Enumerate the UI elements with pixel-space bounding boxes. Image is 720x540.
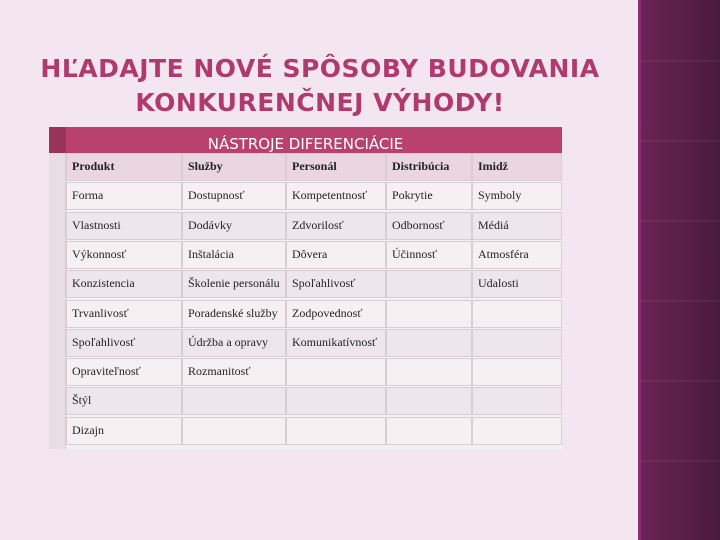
- table-cell: Štýl: [66, 387, 182, 415]
- slide-title-line-2: KONKURENČNEJ VÝHODY!: [135, 88, 505, 117]
- table-cell: Komunikatívnosť: [286, 329, 386, 357]
- table-cell: Poradenské služby: [182, 300, 286, 328]
- table-column-header: Služby: [182, 153, 286, 181]
- table-cell: [472, 417, 562, 445]
- table-cell: Účinnosť: [386, 241, 472, 269]
- table-cell: Médiá: [472, 212, 562, 240]
- table-cell: Dôvera: [286, 241, 386, 269]
- table-cell: [286, 387, 386, 415]
- table-left-bar: [49, 153, 66, 449]
- table-cell: Zdvorilosť: [286, 212, 386, 240]
- table-cell: Dostupnosť: [182, 182, 286, 210]
- table-cell: [472, 387, 562, 415]
- table-row: [49, 212, 562, 241]
- table-column-header: Produkt: [66, 153, 182, 181]
- table-row: [49, 358, 562, 387]
- table-column-header: Distribúcia: [386, 153, 472, 181]
- table-cell: [472, 358, 562, 386]
- table-cell: Atmosféra: [472, 241, 562, 269]
- table-column-header-row: [49, 153, 562, 182]
- table-cell: Vlastnosti: [66, 212, 182, 240]
- table-cell: Inštalácia: [182, 241, 286, 269]
- table-row: [49, 241, 562, 270]
- table-cell: Kompetentnosť: [286, 182, 386, 210]
- table-row: [49, 417, 562, 446]
- table-cell: [472, 329, 562, 357]
- table-cell: Forma: [66, 182, 182, 210]
- table-cell: Dizajn: [66, 417, 182, 445]
- table-row: [49, 300, 562, 329]
- table-cell: Zodpovednosť: [286, 300, 386, 328]
- table-cell: [182, 417, 286, 445]
- table-cell: [472, 300, 562, 328]
- table-grid: [49, 153, 562, 449]
- table-cell: Udalosti: [472, 270, 562, 298]
- table-row: [49, 182, 562, 211]
- table-cell: Trvanlivosť: [66, 300, 182, 328]
- table-cell: Spoľahlivosť: [286, 270, 386, 298]
- table-cell: [386, 358, 472, 386]
- table-column-header: Personál: [286, 153, 386, 181]
- table-cell: Konzistencia: [66, 270, 182, 298]
- table-row: [49, 329, 562, 358]
- differentiation-table: [49, 127, 562, 449]
- table-row: [49, 387, 562, 416]
- table-cell: Výkonnosť: [66, 241, 182, 269]
- table-cell: Opraviteľnosť: [66, 358, 182, 386]
- table-cell: Symboly: [472, 182, 562, 210]
- slide-title: [30, 52, 610, 120]
- table-cell: Pokrytie: [386, 182, 472, 210]
- table-cell: [386, 270, 472, 298]
- table-cell: [182, 387, 286, 415]
- table-cell: [286, 358, 386, 386]
- table-cell: Odbornosť: [386, 212, 472, 240]
- table-cell: [386, 387, 472, 415]
- side-decor-panel: [641, 0, 720, 540]
- table-header-title: NÁSTROJE DIFERENCIÁCIE: [207, 135, 404, 153]
- table-cell: Rozmanitosť: [182, 358, 286, 386]
- table-cell: [386, 300, 472, 328]
- table-cell: [386, 329, 472, 357]
- table-cell: Spoľahlivosť: [66, 329, 182, 357]
- table-column-header: Imidž: [472, 153, 562, 181]
- slide-title-line-1: HĽADAJTE NOVÉ SPÔSOBY BUDOVANIA: [40, 54, 600, 83]
- table-cell: Dodávky: [182, 212, 286, 240]
- table-cell: Údržba a opravy: [182, 329, 286, 357]
- table-cell: [286, 417, 386, 445]
- table-cell: Školenie personálu: [182, 270, 286, 298]
- table-row: [49, 270, 562, 299]
- table-cell: [386, 417, 472, 445]
